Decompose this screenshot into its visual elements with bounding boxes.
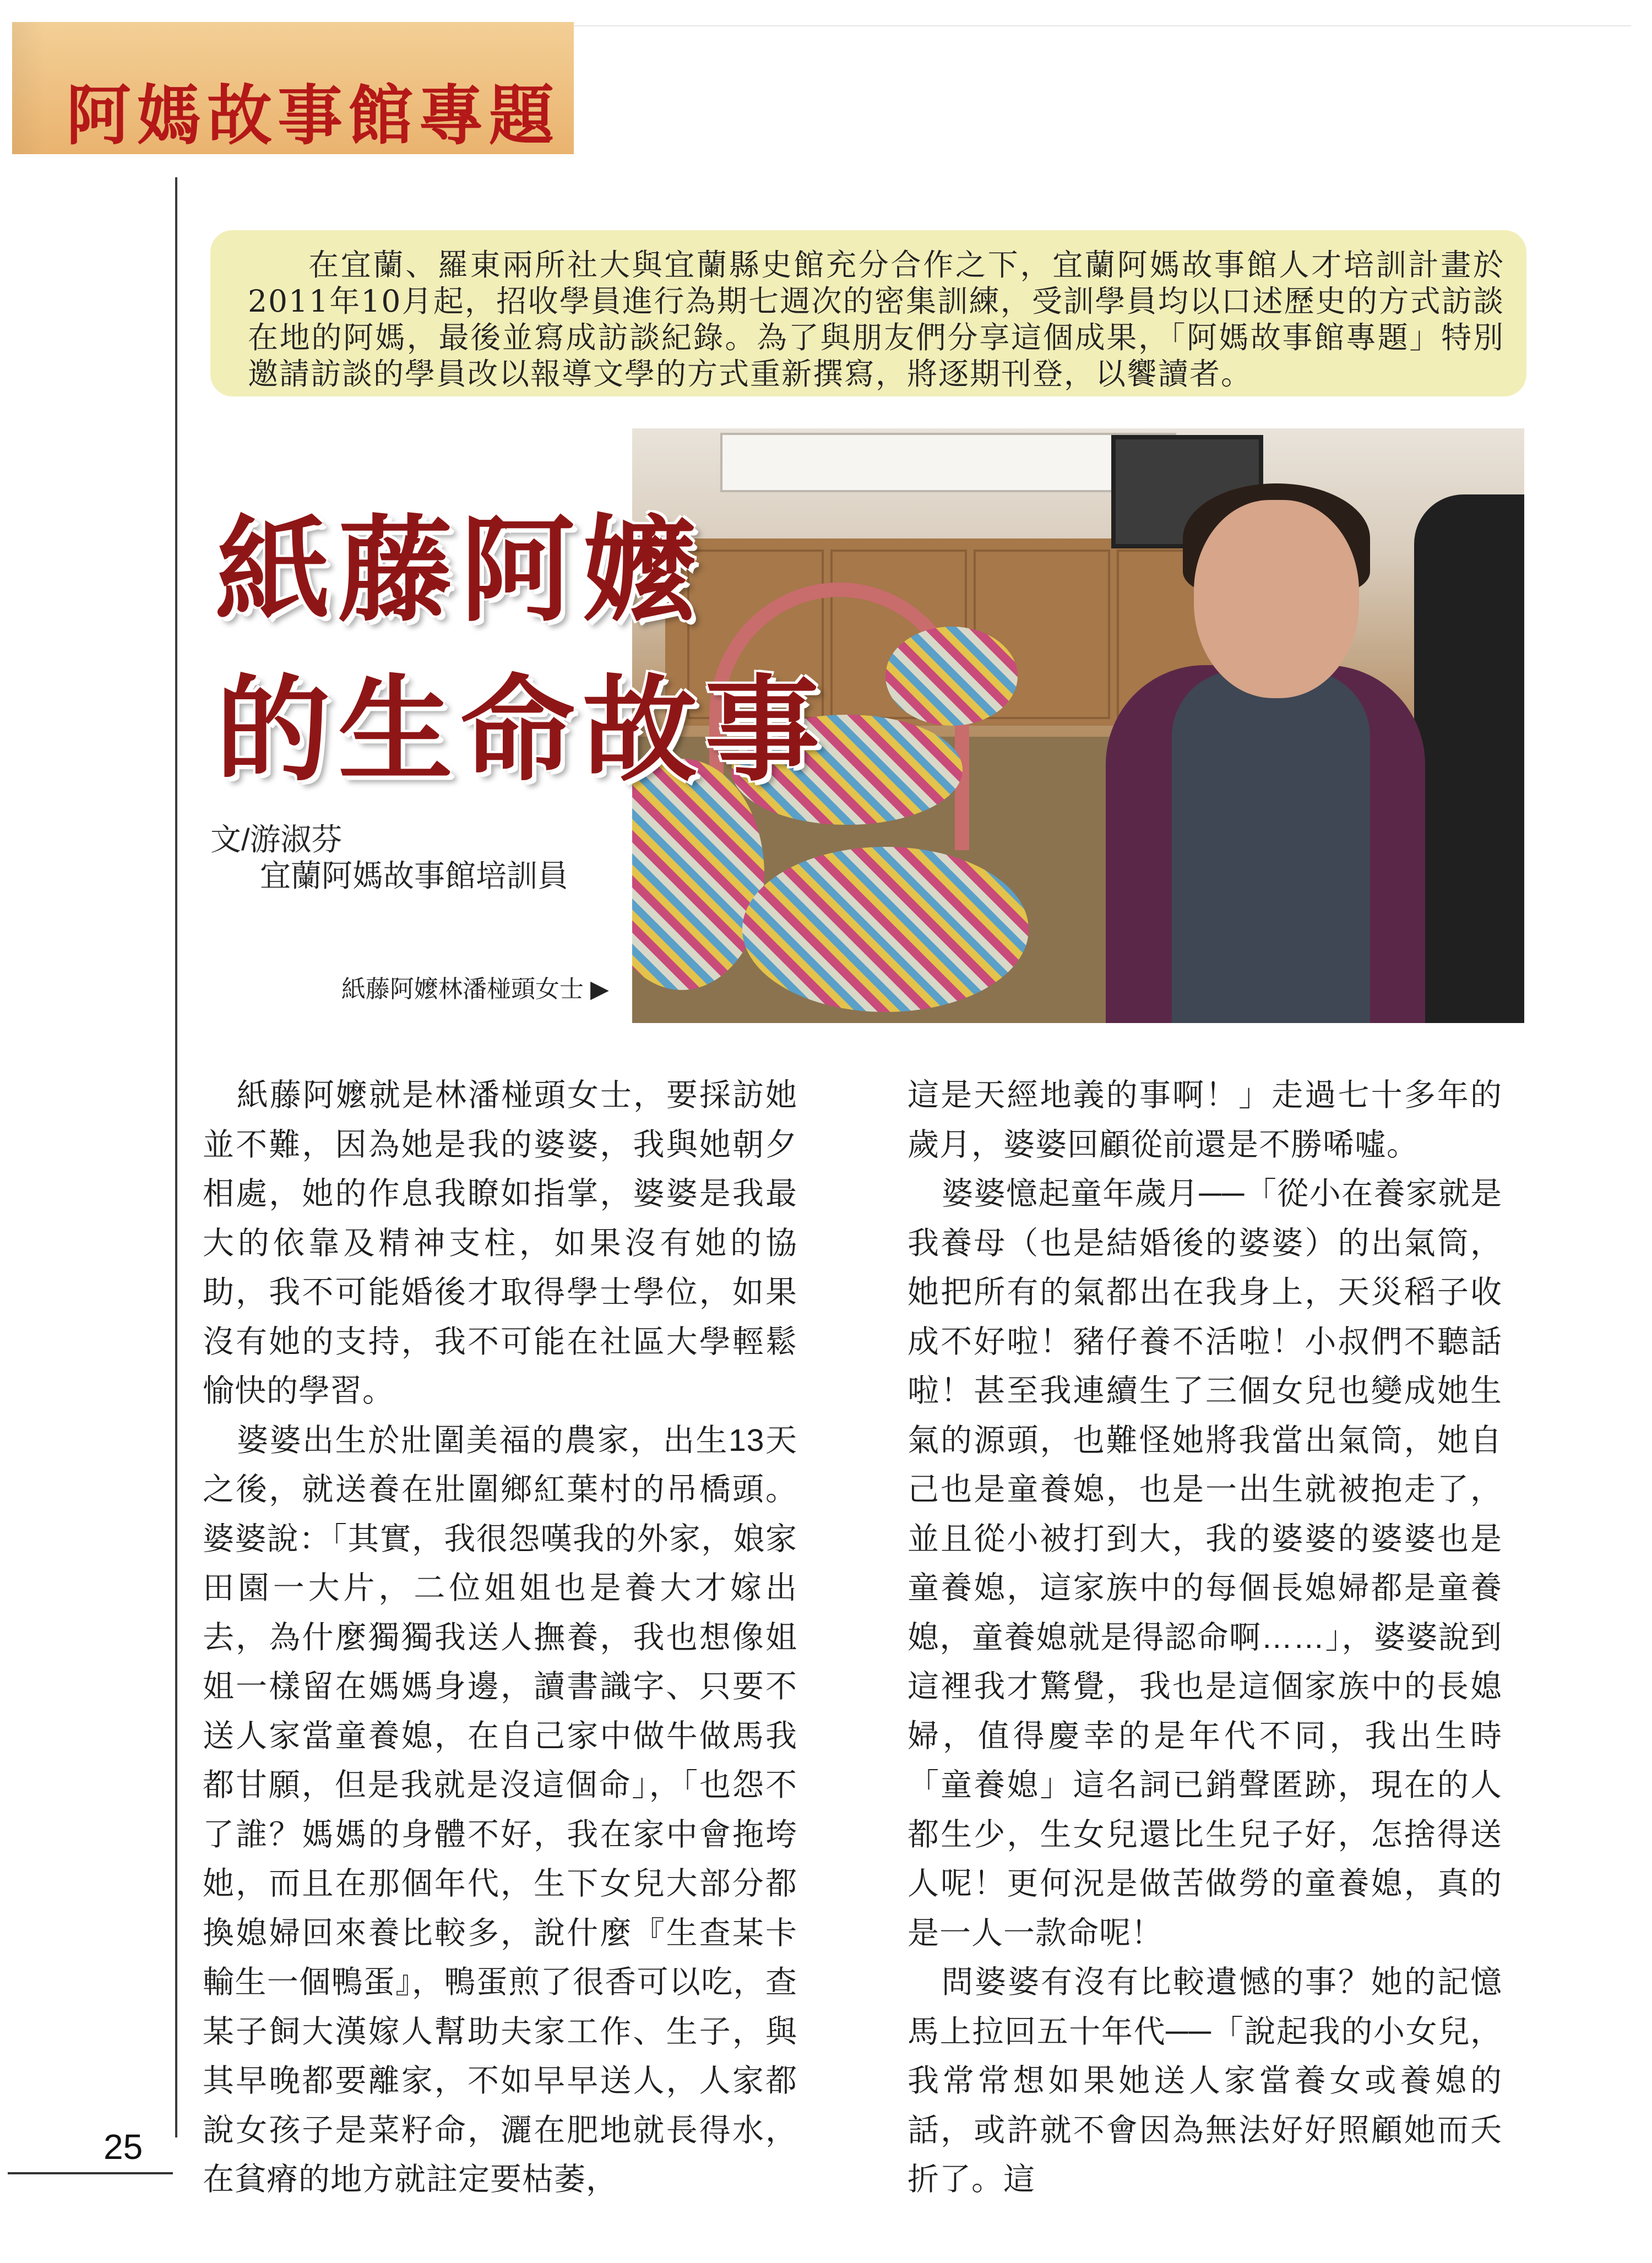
photo-chair bbox=[1414, 494, 1524, 1023]
margin-rule bbox=[175, 177, 177, 2137]
body-column-left bbox=[203, 1071, 797, 2205]
body-column-right bbox=[907, 1071, 1502, 2205]
paper-rattan-basket bbox=[885, 627, 1018, 726]
photo-caption bbox=[341, 969, 609, 1004]
header-shade bbox=[12, 22, 45, 154]
byline bbox=[210, 822, 568, 894]
byline-author: 文/游淑芬 bbox=[210, 822, 343, 857]
header-rule bbox=[574, 25, 1631, 26]
paragraph: 紙藤阿嬤就是林潘椪頭女士，要採訪她並不難，因為她是我的婆婆，我與她朝夕相處，她的作息我瞭如指掌，婆婆是我最大的依靠及精神支柱，如果沒有她的協助，我不可能婚後才取得學士學位，如果沒有她的支持，我不可能在社區大學輕鬆愉快的學習。 bbox=[203, 1078, 797, 1408]
page-number-rule bbox=[8, 2172, 173, 2174]
photo-woman-face bbox=[1194, 500, 1359, 698]
photo-whiteboard bbox=[720, 433, 1176, 492]
paragraph: 婆婆憶起童年歲月──「從小在養家就是我養母（也是結婚後的婆婆）的出氣筒，她把所有的氣都出在我身上，天災稻子收成不好啦！豬仔養不活啦！小叔們不聽話啦！甚至我連續生了三個女兒也變成她生氣的源頭，也難怪她將我當出氣筒，她自己也是童養媳，也是一出生就被抱走了，並且從小被打到大，我的婆婆的婆婆也是童養媳，這家族中的每個長媳婦都是童養媳，童養媳就是得認命啊……」，婆婆說到這裡我才驚覺，我也是這個家族中的長媳婦，值得慶幸的是年代不同，我出生時「童養媳」這名詞已銷聲匿跡，現在的人都生少，生女兒還比生兒子好，怎捨得送人呢！更何況是做苦做勞的童養媳，真的是一人一款命呢！ bbox=[907, 1176, 1502, 1951]
section-title: 阿媽故事館專題 bbox=[66, 77, 560, 154]
paper-rattan-basket bbox=[742, 847, 1029, 1012]
byline-role: 宜蘭阿媽故事館培訓員 bbox=[260, 858, 568, 893]
photo-caption-text: 紙藤阿嬤林潘椪頭女士 bbox=[341, 976, 584, 1003]
article-title-line2: 的生命故事 bbox=[216, 663, 827, 797]
page-number: 25 bbox=[104, 2127, 143, 2167]
caption-arrow-icon: ▶ bbox=[590, 976, 609, 1003]
paragraph: 這是天經地義的事啊！」走過七十多年的歲月，婆婆回顧從前還是不勝唏噓。 bbox=[907, 1078, 1502, 1162]
intro-text: 在宜蘭、羅東兩所社大與宜蘭縣史館充分合作之下，宜蘭阿媽故事館人才培訓計畫於2011年10月起，招收學員進行為期七週次的密集訓練，受訓學員均以口述歷史的方式訪談在地的阿媽，最後並寫成訪談紀錄。為了與朋友們分享這個成果，「阿媽故事館專題」特別邀請訪談的學員改以報導文學的方式重新撰寫，將逐期刊登，以饗讀者。 bbox=[248, 247, 1504, 391]
photo-woman-vest bbox=[1172, 671, 1370, 1023]
paragraph: 婆婆出生於壯圍美福的農家，出生13天之後，就送養在壯圍鄉紅葉村的吊橋頭。婆婆說：「其實，我很怨嘆我的外家，娘家田園一大片，二位姐姐也是養大才嫁出去，為什麼獨獨我送人撫養，我也想像姐姐一樣留在媽媽身邊，讀書識字、只要不送人家當童養媳，在自己家中做牛做馬我都甘願，但是我就是沒這個命」，「也怨不了誰？媽媽的身體不好，我在家中會拖垮她，而且在那個年代，生下女兒大部分都換媳婦回來養比較多，說什麼『生查某卡輸生一個鴨蛋』，鴨蛋煎了很香可以吃，查某子飼大漢嫁人幫助夫家工作、生子，與其早晚都要離家，不如早早送人，人家都說女孩子是菜籽命，灑在肥地就長得水，在貧瘠的地方就註定要枯萎， bbox=[203, 1422, 797, 2197]
article-title-line1: 紙藤阿嬤 bbox=[216, 503, 705, 638]
intro-box bbox=[210, 230, 1526, 396]
paragraph: 問婆婆有沒有比較遺憾的事？她的記憶馬上拉回五十年代──「說起我的小女兒，我常常想如果她送人家當養女或養媳的話，或許就不會因為無法好好照顧她而夭折了。這 bbox=[907, 1965, 1502, 2197]
